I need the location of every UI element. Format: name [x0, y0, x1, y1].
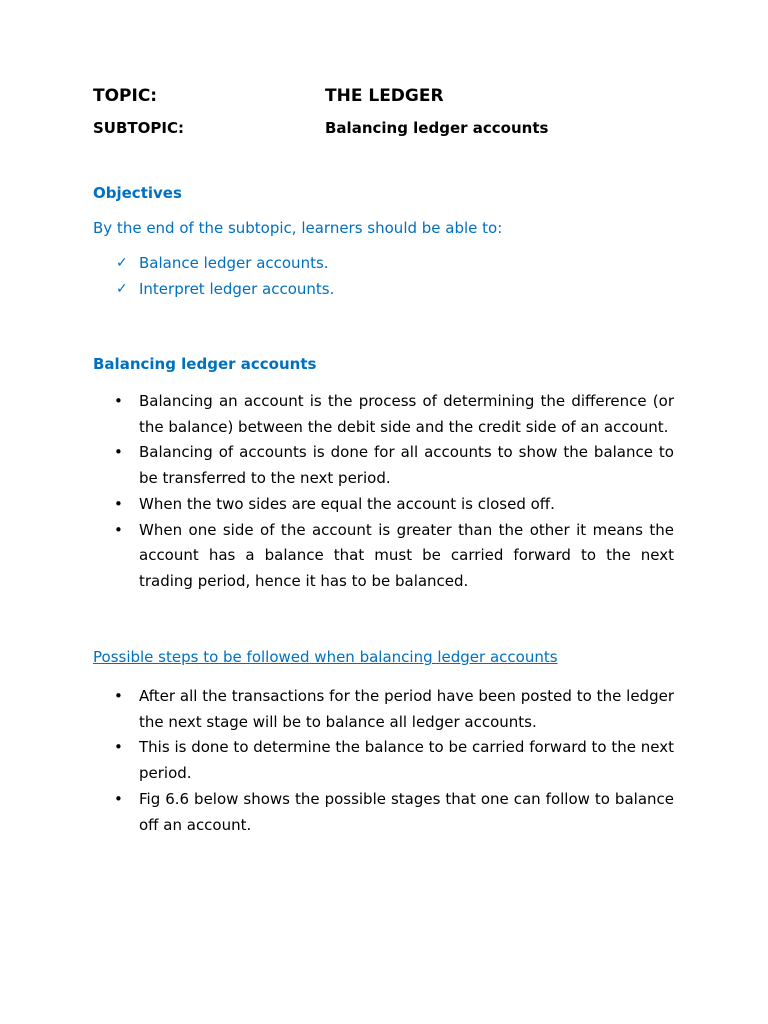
objectives-intro: By the end of the subtopic, learners should be able to: — [93, 219, 503, 237]
list-item-text: This is done to determine the balance to be carried forward to the next period. — [139, 738, 674, 783]
bullet-icon: • — [114, 789, 123, 808]
subtopic-label: SUBTOPIC: — [93, 119, 184, 137]
list-item-text: When the two sides are equal the account is closed off. — [139, 494, 555, 513]
topic-label: TOPIC: — [93, 86, 158, 106]
objective-text: Interpret ledger accounts. — [139, 280, 335, 298]
bullet-icon: • — [114, 494, 123, 513]
checkmark-icon: ✓ — [116, 255, 128, 271]
list-item-text: When one side of the account is greater than the other it means the account has a balance that must be carried forward to the next trading period, hence it has to be balanced. — [139, 520, 674, 590]
topic-value: THE LEDGER — [325, 86, 444, 106]
list-item-text: Fig 6.6 below shows the possible stages that one can follow to balance off an account. — [139, 789, 674, 834]
bullet-icon: • — [114, 738, 123, 757]
list-item — [93, 389, 674, 440]
objective-text: Balance ledger accounts. — [139, 254, 329, 272]
list-item — [93, 492, 674, 518]
list-item — [93, 518, 674, 595]
list-item-text: Balancing of accounts is done for all accounts to show the balance to be transferred to the next period. — [139, 443, 674, 488]
bullet-icon: • — [114, 443, 123, 462]
objectives-heading: Objectives — [93, 184, 182, 202]
topic-row — [93, 86, 674, 108]
balancing-heading: Balancing ledger accounts — [93, 355, 317, 373]
list-item — [93, 440, 674, 491]
bullet-icon: • — [114, 687, 123, 705]
checkmark-icon: ✓ — [116, 281, 128, 297]
steps-heading-link[interactable]: Possible steps to be followed when balancing ledger accounts — [93, 648, 558, 666]
bullet-icon: • — [114, 392, 123, 410]
objectives-list — [93, 254, 334, 306]
subtopic-row — [93, 119, 674, 139]
objective-item — [93, 254, 334, 280]
list-item — [93, 787, 674, 838]
balancing-list — [93, 389, 674, 595]
list-item — [93, 684, 674, 735]
list-item-text: Balancing an account is the process of determining the difference (or the balance) between the debit side and the credit side of an account. — [139, 392, 674, 436]
objective-item — [93, 280, 334, 306]
steps-list — [93, 684, 674, 838]
subtopic-value: Balancing ledger accounts — [325, 119, 549, 137]
list-item — [93, 735, 674, 786]
list-item-text: After all the transactions for the period have been posted to the ledger the next stage will be to balance all ledger accounts. — [139, 687, 674, 731]
bullet-icon: • — [114, 520, 123, 539]
